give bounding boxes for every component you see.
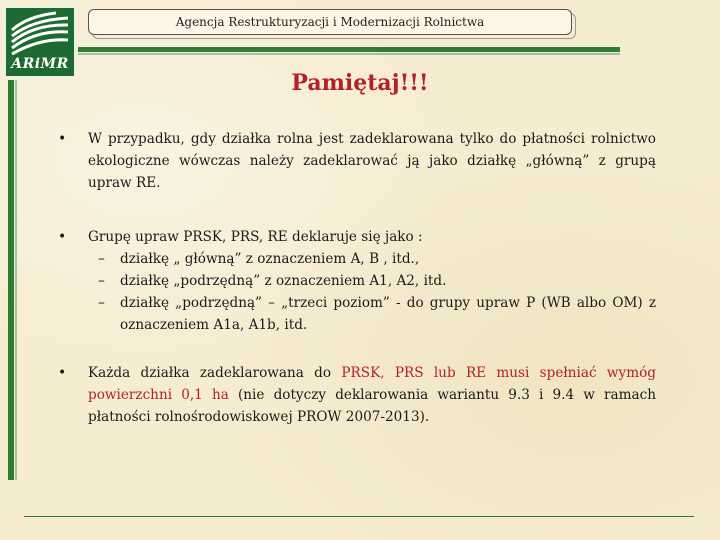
sub-list-item [88, 292, 656, 336]
frame-vertical-thin [15, 80, 17, 480]
highlight-text: PRSK, PRS lub RE musi spełniać wymóg powierzchni 0,1 ha [88, 365, 657, 403]
bullet-text-part: Każda działka zadeklarowana do [88, 365, 342, 381]
arimr-logo [4, 6, 76, 78]
sub-list-item [88, 270, 656, 292]
sub-item-text: działkę „ główną” z oznaczeniem A, B , itd., [120, 251, 420, 267]
bullet-item [58, 128, 656, 194]
bullet-dot: • [58, 131, 67, 147]
sub-list-item [88, 248, 656, 270]
sub-item-text: działkę „podrzędną” – „trzeci poziom” - do grupy upraw P (WB albo OM) z oznaczeniem A1a, A1b, itd. [120, 295, 656, 333]
bullet-text: Grupę upraw PRSK, PRS, RE deklaruje się jako : [88, 229, 423, 245]
bullet-item [58, 362, 656, 428]
frame-vertical-bar [8, 80, 14, 480]
dash-marker: – [98, 251, 105, 267]
bullet-dot: • [58, 229, 67, 245]
bullet-dot: • [58, 365, 67, 381]
bottom-rule [24, 516, 694, 517]
bullet-text: W przypadku, gdy działka rolna jest zadeklarowana tylko do płatności rolnictwo ekologiczne wówczas należy zadeklarować ją jako działkę „główną” z grupą upraw RE. [88, 131, 656, 191]
agency-name: Agencja Restrukturyzacji i Modernizacji Rolnictwa [175, 15, 485, 29]
sub-item-text: działkę „podrzędną” z oznaczeniem A1, A2, itd. [120, 273, 447, 289]
logo-text: ARiMR [11, 56, 69, 72]
frame-horizontal-bar [78, 47, 620, 52]
bullet-text-part: (nie dotyczy deklarowania wariantu 9.3 i 9.4 w ramach płatności rolnośrodowiskowej PROW 2007-2013). [88, 387, 656, 425]
frame-horizontal-thin [78, 53, 620, 55]
dash-marker: – [98, 295, 105, 311]
slide-title: Pamiętaj!!! [291, 70, 429, 96]
slide-content [58, 128, 656, 428]
dash-marker: – [98, 273, 105, 289]
sub-list [88, 248, 656, 336]
bullet-item [58, 226, 656, 336]
